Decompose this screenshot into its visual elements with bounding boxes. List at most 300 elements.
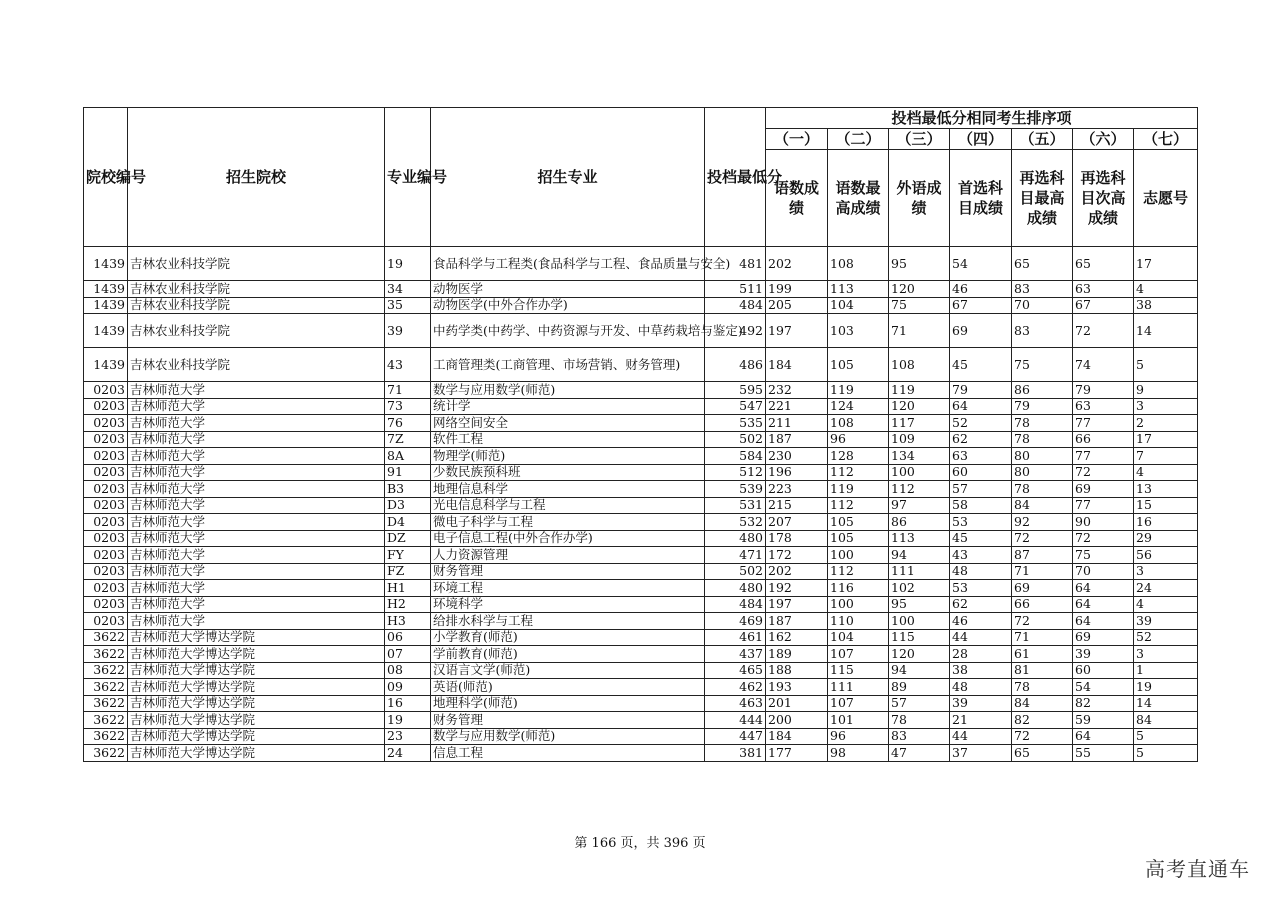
cell-school-name: 吉林农业科技学院 <box>128 247 385 281</box>
cell-major-code: D3 <box>385 497 431 514</box>
cell-wish-number: 17 <box>1134 431 1198 448</box>
cell-wish-number: 17 <box>1134 247 1198 281</box>
cell-score-zaixuan-max: 75 <box>1012 348 1073 382</box>
cell-major-name: 食品科学与工程类(食品科学与工程、食品质量与安全) <box>431 247 705 281</box>
cell-score-yushu-max: 105 <box>828 348 889 382</box>
cell-min-score: 535 <box>705 415 766 432</box>
cell-school-name: 吉林师范大学博达学院 <box>128 728 385 745</box>
cell-score-yushu-max: 105 <box>828 514 889 531</box>
cell-min-score: 584 <box>705 448 766 465</box>
cell-school-code: 0203 <box>84 530 128 547</box>
table-row <box>84 464 1198 481</box>
cell-score-zaixuan-second: 74 <box>1073 348 1134 382</box>
table-row <box>84 547 1198 564</box>
table-row <box>84 712 1198 729</box>
cell-score-shouxuan: 79 <box>950 382 1012 399</box>
cell-min-score: 469 <box>705 613 766 630</box>
cell-score-zaixuan-second: 65 <box>1073 247 1134 281</box>
cell-score-zaixuan-max: 79 <box>1012 398 1073 415</box>
cell-wish-number: 38 <box>1134 297 1198 314</box>
cell-score-zaixuan-max: 82 <box>1012 712 1073 729</box>
cell-wish-number: 4 <box>1134 464 1198 481</box>
cell-score-shouxuan: 39 <box>950 695 1012 712</box>
cell-score-yushu-max: 116 <box>828 580 889 597</box>
cell-score-zaixuan-second: 54 <box>1073 679 1134 696</box>
cell-wish-number: 39 <box>1134 613 1198 630</box>
cell-school-code: 1439 <box>84 297 128 314</box>
cell-score-zaixuan-second: 63 <box>1073 398 1134 415</box>
header-sort-label: 语数成绩 <box>766 150 828 247</box>
header-sort-index: （七） <box>1134 129 1198 150</box>
cell-score-waiyu: 134 <box>889 448 950 465</box>
cell-school-code: 3622 <box>84 662 128 679</box>
cell-score-zaixuan-max: 80 <box>1012 448 1073 465</box>
cell-wish-number: 1 <box>1134 662 1198 679</box>
cell-score-waiyu: 89 <box>889 679 950 696</box>
cell-wish-number: 14 <box>1134 695 1198 712</box>
table-row <box>84 497 1198 514</box>
cell-major-code: 06 <box>385 629 431 646</box>
cell-score-shouxuan: 28 <box>950 646 1012 663</box>
cell-score-waiyu: 111 <box>889 563 950 580</box>
cell-score-zaixuan-second: 77 <box>1073 497 1134 514</box>
cell-min-score: 462 <box>705 679 766 696</box>
cell-school-code: 3622 <box>84 679 128 696</box>
cell-score-yushu: 202 <box>766 563 828 580</box>
cell-score-yushu-max: 112 <box>828 464 889 481</box>
table-row <box>84 314 1198 348</box>
cell-score-waiyu: 95 <box>889 247 950 281</box>
cell-score-zaixuan-second: 66 <box>1073 431 1134 448</box>
table-row <box>84 281 1198 298</box>
cell-wish-number: 29 <box>1134 530 1198 547</box>
table-row <box>84 695 1198 712</box>
cell-wish-number: 52 <box>1134 629 1198 646</box>
cell-school-name: 吉林师范大学 <box>128 415 385 432</box>
cell-major-code: 07 <box>385 646 431 663</box>
cell-score-yushu-max: 105 <box>828 530 889 547</box>
cell-school-code: 0203 <box>84 382 128 399</box>
cell-school-code: 0203 <box>84 563 128 580</box>
cell-score-yushu: 196 <box>766 464 828 481</box>
cell-score-zaixuan-second: 90 <box>1073 514 1134 531</box>
header-sort-index: （一） <box>766 129 828 150</box>
cell-major-name: 数学与应用数学(师范) <box>431 728 705 745</box>
cell-score-zaixuan-second: 70 <box>1073 563 1134 580</box>
cell-score-waiyu: 100 <box>889 464 950 481</box>
cell-score-yushu: 177 <box>766 745 828 762</box>
cell-score-yushu-max: 96 <box>828 728 889 745</box>
header-min-score: 投档最低分 <box>705 108 766 247</box>
header-sort-index: （三） <box>889 129 950 150</box>
cell-score-waiyu: 94 <box>889 547 950 564</box>
cell-score-yushu: 202 <box>766 247 828 281</box>
cell-wish-number: 15 <box>1134 497 1198 514</box>
cell-school-code: 0203 <box>84 398 128 415</box>
cell-school-name: 吉林师范大学 <box>128 481 385 498</box>
cell-min-score: 492 <box>705 314 766 348</box>
table-row <box>84 662 1198 679</box>
cell-school-code: 0203 <box>84 613 128 630</box>
cell-wish-number: 84 <box>1134 712 1198 729</box>
cell-score-shouxuan: 45 <box>950 530 1012 547</box>
table-body <box>84 247 1198 762</box>
cell-min-score: 511 <box>705 281 766 298</box>
cell-score-shouxuan: 21 <box>950 712 1012 729</box>
cell-major-name: 工商管理类(工商管理、市场营销、财务管理) <box>431 348 705 382</box>
header-major-code: 专业编号 <box>385 108 431 247</box>
cell-major-code: DZ <box>385 530 431 547</box>
cell-score-zaixuan-second: 39 <box>1073 646 1134 663</box>
cell-score-shouxuan: 62 <box>950 431 1012 448</box>
cell-min-score: 531 <box>705 497 766 514</box>
cell-major-name: 信息工程 <box>431 745 705 762</box>
cell-score-zaixuan-max: 65 <box>1012 247 1073 281</box>
cell-score-yushu-max: 108 <box>828 247 889 281</box>
cell-score-zaixuan-max: 65 <box>1012 745 1073 762</box>
table-row <box>84 596 1198 613</box>
cell-min-score: 480 <box>705 580 766 597</box>
cell-score-yushu: 187 <box>766 613 828 630</box>
cell-wish-number: 5 <box>1134 728 1198 745</box>
cell-score-shouxuan: 54 <box>950 247 1012 281</box>
cell-min-score: 484 <box>705 596 766 613</box>
table-row <box>84 629 1198 646</box>
header-sort-label: 首选科目成绩 <box>950 150 1012 247</box>
cell-score-zaixuan-second: 69 <box>1073 481 1134 498</box>
cell-school-code: 1439 <box>84 281 128 298</box>
cell-score-yushu-max: 113 <box>828 281 889 298</box>
cell-major-code: 19 <box>385 712 431 729</box>
cell-major-code: B3 <box>385 481 431 498</box>
cell-min-score: 481 <box>705 247 766 281</box>
cell-score-waiyu: 115 <box>889 629 950 646</box>
cell-score-yushu-max: 108 <box>828 415 889 432</box>
cell-school-code: 0203 <box>84 514 128 531</box>
cell-score-waiyu: 95 <box>889 596 950 613</box>
cell-score-waiyu: 57 <box>889 695 950 712</box>
cell-score-yushu-max: 115 <box>828 662 889 679</box>
cell-score-zaixuan-max: 87 <box>1012 547 1073 564</box>
cell-school-name: 吉林师范大学 <box>128 431 385 448</box>
cell-score-zaixuan-max: 78 <box>1012 679 1073 696</box>
cell-score-zaixuan-max: 78 <box>1012 481 1073 498</box>
cell-score-shouxuan: 53 <box>950 580 1012 597</box>
cell-major-code: 34 <box>385 281 431 298</box>
cell-school-name: 吉林师范大学 <box>128 596 385 613</box>
cell-score-waiyu: 119 <box>889 382 950 399</box>
cell-min-score: 595 <box>705 382 766 399</box>
cell-score-yushu-max: 119 <box>828 382 889 399</box>
cell-wish-number: 5 <box>1134 348 1198 382</box>
cell-major-name: 软件工程 <box>431 431 705 448</box>
cell-major-name: 人力资源管理 <box>431 547 705 564</box>
cell-min-score: 502 <box>705 431 766 448</box>
cell-score-yushu-max: 100 <box>828 596 889 613</box>
cell-school-code: 0203 <box>84 481 128 498</box>
cell-school-code: 0203 <box>84 580 128 597</box>
cell-score-yushu: 162 <box>766 629 828 646</box>
cell-major-name: 少数民族预科班 <box>431 464 705 481</box>
cell-score-zaixuan-second: 82 <box>1073 695 1134 712</box>
cell-major-code: 71 <box>385 382 431 399</box>
cell-school-name: 吉林师范大学 <box>128 398 385 415</box>
cell-major-code: FZ <box>385 563 431 580</box>
cell-score-zaixuan-second: 64 <box>1073 596 1134 613</box>
cell-school-name: 吉林师范大学 <box>128 464 385 481</box>
cell-score-zaixuan-max: 80 <box>1012 464 1073 481</box>
cell-score-waiyu: 100 <box>889 613 950 630</box>
cell-min-score: 480 <box>705 530 766 547</box>
cell-score-yushu: 230 <box>766 448 828 465</box>
cell-score-zaixuan-max: 69 <box>1012 580 1073 597</box>
cell-score-yushu-max: 103 <box>828 314 889 348</box>
cell-min-score: 539 <box>705 481 766 498</box>
table-row <box>84 348 1198 382</box>
cell-major-code: H2 <box>385 596 431 613</box>
cell-major-code: 35 <box>385 297 431 314</box>
cell-score-zaixuan-second: 75 <box>1073 547 1134 564</box>
cell-score-yushu: 189 <box>766 646 828 663</box>
cell-score-yushu-max: 110 <box>828 613 889 630</box>
cell-score-zaixuan-second: 63 <box>1073 281 1134 298</box>
cell-major-name: 中药学类(中药学、中药资源与开发、中草药栽培与鉴定) <box>431 314 705 348</box>
cell-wish-number: 13 <box>1134 481 1198 498</box>
cell-min-score: 486 <box>705 348 766 382</box>
cell-score-waiyu: 109 <box>889 431 950 448</box>
cell-score-zaixuan-max: 66 <box>1012 596 1073 613</box>
cell-score-waiyu: 97 <box>889 497 950 514</box>
cell-wish-number: 9 <box>1134 382 1198 399</box>
cell-major-code: 91 <box>385 464 431 481</box>
cell-major-code: 23 <box>385 728 431 745</box>
cell-major-code: 39 <box>385 314 431 348</box>
cell-school-name: 吉林师范大学 <box>128 530 385 547</box>
cell-score-yushu: 187 <box>766 431 828 448</box>
cell-min-score: 512 <box>705 464 766 481</box>
cell-min-score: 471 <box>705 547 766 564</box>
cell-score-yushu-max: 112 <box>828 497 889 514</box>
table-row <box>84 247 1198 281</box>
cell-score-waiyu: 102 <box>889 580 950 597</box>
cell-school-name: 吉林师范大学博达学院 <box>128 662 385 679</box>
cell-major-code: FY <box>385 547 431 564</box>
cell-school-name: 吉林师范大学博达学院 <box>128 646 385 663</box>
cell-score-shouxuan: 63 <box>950 448 1012 465</box>
cell-school-name: 吉林农业科技学院 <box>128 297 385 314</box>
cell-score-zaixuan-max: 78 <box>1012 415 1073 432</box>
table-row <box>84 481 1198 498</box>
header-sort-label: 志愿号 <box>1134 150 1198 247</box>
cell-min-score: 502 <box>705 563 766 580</box>
cell-major-name: 地理科学(师范) <box>431 695 705 712</box>
cell-major-name: 汉语言文学(师范) <box>431 662 705 679</box>
cell-score-zaixuan-second: 72 <box>1073 530 1134 547</box>
page-footer: 第 166 页，共 396 页 <box>574 836 706 851</box>
cell-school-code: 0203 <box>84 547 128 564</box>
cell-wish-number: 56 <box>1134 547 1198 564</box>
cell-school-name: 吉林师范大学 <box>128 497 385 514</box>
cell-school-name: 吉林师范大学 <box>128 613 385 630</box>
cell-school-code: 3622 <box>84 695 128 712</box>
header-group-title: 投档最低分相同考生排序项 <box>766 108 1198 129</box>
cell-wish-number: 4 <box>1134 281 1198 298</box>
cell-wish-number: 3 <box>1134 646 1198 663</box>
cell-school-name: 吉林师范大学 <box>128 448 385 465</box>
cell-score-waiyu: 120 <box>889 398 950 415</box>
cell-school-code: 0203 <box>84 497 128 514</box>
cell-school-name: 吉林师范大学博达学院 <box>128 629 385 646</box>
cell-score-yushu-max: 98 <box>828 745 889 762</box>
header-major-name: 招生专业 <box>431 108 705 247</box>
cell-major-code: 8A <box>385 448 431 465</box>
cell-school-code: 3622 <box>84 712 128 729</box>
cell-school-name: 吉林师范大学博达学院 <box>128 712 385 729</box>
cell-score-shouxuan: 45 <box>950 348 1012 382</box>
cell-score-zaixuan-max: 83 <box>1012 314 1073 348</box>
cell-wish-number: 3 <box>1134 563 1198 580</box>
cell-score-waiyu: 94 <box>889 662 950 679</box>
cell-score-yushu-max: 119 <box>828 481 889 498</box>
cell-score-yushu: 197 <box>766 596 828 613</box>
cell-major-name: 地理信息科学 <box>431 481 705 498</box>
cell-school-code: 3622 <box>84 745 128 762</box>
cell-score-yushu: 192 <box>766 580 828 597</box>
cell-major-name: 统计学 <box>431 398 705 415</box>
cell-score-yushu: 201 <box>766 695 828 712</box>
header-sort-index: （四） <box>950 129 1012 150</box>
cell-score-zaixuan-max: 61 <box>1012 646 1073 663</box>
cell-score-waiyu: 113 <box>889 530 950 547</box>
cell-score-zaixuan-second: 69 <box>1073 629 1134 646</box>
cell-wish-number: 3 <box>1134 398 1198 415</box>
cell-major-code: 24 <box>385 745 431 762</box>
cell-school-name: 吉林师范大学 <box>128 514 385 531</box>
cell-school-code: 3622 <box>84 629 128 646</box>
cell-score-yushu-max: 128 <box>828 448 889 465</box>
cell-major-code: H1 <box>385 580 431 597</box>
cell-min-score: 484 <box>705 297 766 314</box>
cell-major-name: 环境科学 <box>431 596 705 613</box>
cell-min-score: 461 <box>705 629 766 646</box>
cell-school-name: 吉林师范大学 <box>128 563 385 580</box>
cell-score-waiyu: 108 <box>889 348 950 382</box>
cell-score-zaixuan-max: 92 <box>1012 514 1073 531</box>
table-row <box>84 398 1198 415</box>
header-school-code: 院校编号 <box>84 108 128 247</box>
cell-score-zaixuan-max: 86 <box>1012 382 1073 399</box>
cell-major-name: 数学与应用数学(师范) <box>431 382 705 399</box>
cell-score-shouxuan: 43 <box>950 547 1012 564</box>
cell-score-yushu-max: 104 <box>828 297 889 314</box>
cell-score-yushu: 184 <box>766 348 828 382</box>
cell-major-code: 76 <box>385 415 431 432</box>
cell-score-zaixuan-max: 78 <box>1012 431 1073 448</box>
cell-score-waiyu: 47 <box>889 745 950 762</box>
cell-score-yushu-max: 107 <box>828 695 889 712</box>
cell-major-name: 给排水科学与工程 <box>431 613 705 630</box>
cell-score-zaixuan-max: 84 <box>1012 695 1073 712</box>
cell-school-code: 0203 <box>84 464 128 481</box>
cell-score-waiyu: 86 <box>889 514 950 531</box>
cell-score-waiyu: 117 <box>889 415 950 432</box>
cell-score-yushu: 193 <box>766 679 828 696</box>
cell-score-shouxuan: 69 <box>950 314 1012 348</box>
cell-score-zaixuan-max: 71 <box>1012 563 1073 580</box>
table-row <box>84 679 1198 696</box>
cell-score-yushu-max: 104 <box>828 629 889 646</box>
cell-school-code: 1439 <box>84 314 128 348</box>
cell-score-waiyu: 75 <box>889 297 950 314</box>
cell-score-shouxuan: 46 <box>950 613 1012 630</box>
cell-school-name: 吉林师范大学 <box>128 547 385 564</box>
cell-score-shouxuan: 46 <box>950 281 1012 298</box>
cell-score-waiyu: 71 <box>889 314 950 348</box>
cell-school-code: 0203 <box>84 431 128 448</box>
cell-score-yushu: 197 <box>766 314 828 348</box>
cell-score-zaixuan-second: 72 <box>1073 314 1134 348</box>
cell-wish-number: 14 <box>1134 314 1198 348</box>
cell-score-shouxuan: 60 <box>950 464 1012 481</box>
table-row <box>84 415 1198 432</box>
cell-score-yushu: 172 <box>766 547 828 564</box>
cell-major-name: 动物医学 <box>431 281 705 298</box>
cell-score-zaixuan-max: 72 <box>1012 530 1073 547</box>
table-row <box>84 580 1198 597</box>
cell-score-shouxuan: 44 <box>950 629 1012 646</box>
table-row <box>84 297 1198 314</box>
cell-score-yushu: 207 <box>766 514 828 531</box>
cell-major-code: 08 <box>385 662 431 679</box>
cell-school-code: 1439 <box>84 247 128 281</box>
cell-score-yushu: 215 <box>766 497 828 514</box>
cell-wish-number: 16 <box>1134 514 1198 531</box>
header-sort-label: 再选科目最高成绩 <box>1012 150 1073 247</box>
cell-score-zaixuan-second: 64 <box>1073 728 1134 745</box>
cell-score-zaixuan-second: 60 <box>1073 662 1134 679</box>
cell-major-code: H3 <box>385 613 431 630</box>
header-sort-index: （二） <box>828 129 889 150</box>
cell-score-yushu: 178 <box>766 530 828 547</box>
admission-table <box>83 107 1198 762</box>
header-school-name: 招生院校 <box>128 108 385 247</box>
cell-school-code: 3622 <box>84 728 128 745</box>
table-row <box>84 514 1198 531</box>
cell-score-yushu-max: 100 <box>828 547 889 564</box>
cell-score-zaixuan-second: 79 <box>1073 382 1134 399</box>
cell-score-zaixuan-max: 72 <box>1012 728 1073 745</box>
cell-wish-number: 19 <box>1134 679 1198 696</box>
cell-min-score: 447 <box>705 728 766 745</box>
cell-score-waiyu: 120 <box>889 281 950 298</box>
cell-school-name: 吉林农业科技学院 <box>128 348 385 382</box>
cell-score-yushu: 205 <box>766 297 828 314</box>
cell-score-waiyu: 83 <box>889 728 950 745</box>
cell-wish-number: 4 <box>1134 596 1198 613</box>
cell-major-name: 物理学(师范) <box>431 448 705 465</box>
cell-major-name: 动物医学(中外合作办学) <box>431 297 705 314</box>
cell-score-zaixuan-max: 83 <box>1012 281 1073 298</box>
cell-score-waiyu: 120 <box>889 646 950 663</box>
cell-score-zaixuan-max: 72 <box>1012 613 1073 630</box>
cell-min-score: 465 <box>705 662 766 679</box>
cell-major-code: 73 <box>385 398 431 415</box>
cell-score-zaixuan-max: 70 <box>1012 297 1073 314</box>
cell-score-shouxuan: 48 <box>950 563 1012 580</box>
cell-wish-number: 24 <box>1134 580 1198 597</box>
cell-score-shouxuan: 52 <box>950 415 1012 432</box>
cell-score-yushu: 184 <box>766 728 828 745</box>
